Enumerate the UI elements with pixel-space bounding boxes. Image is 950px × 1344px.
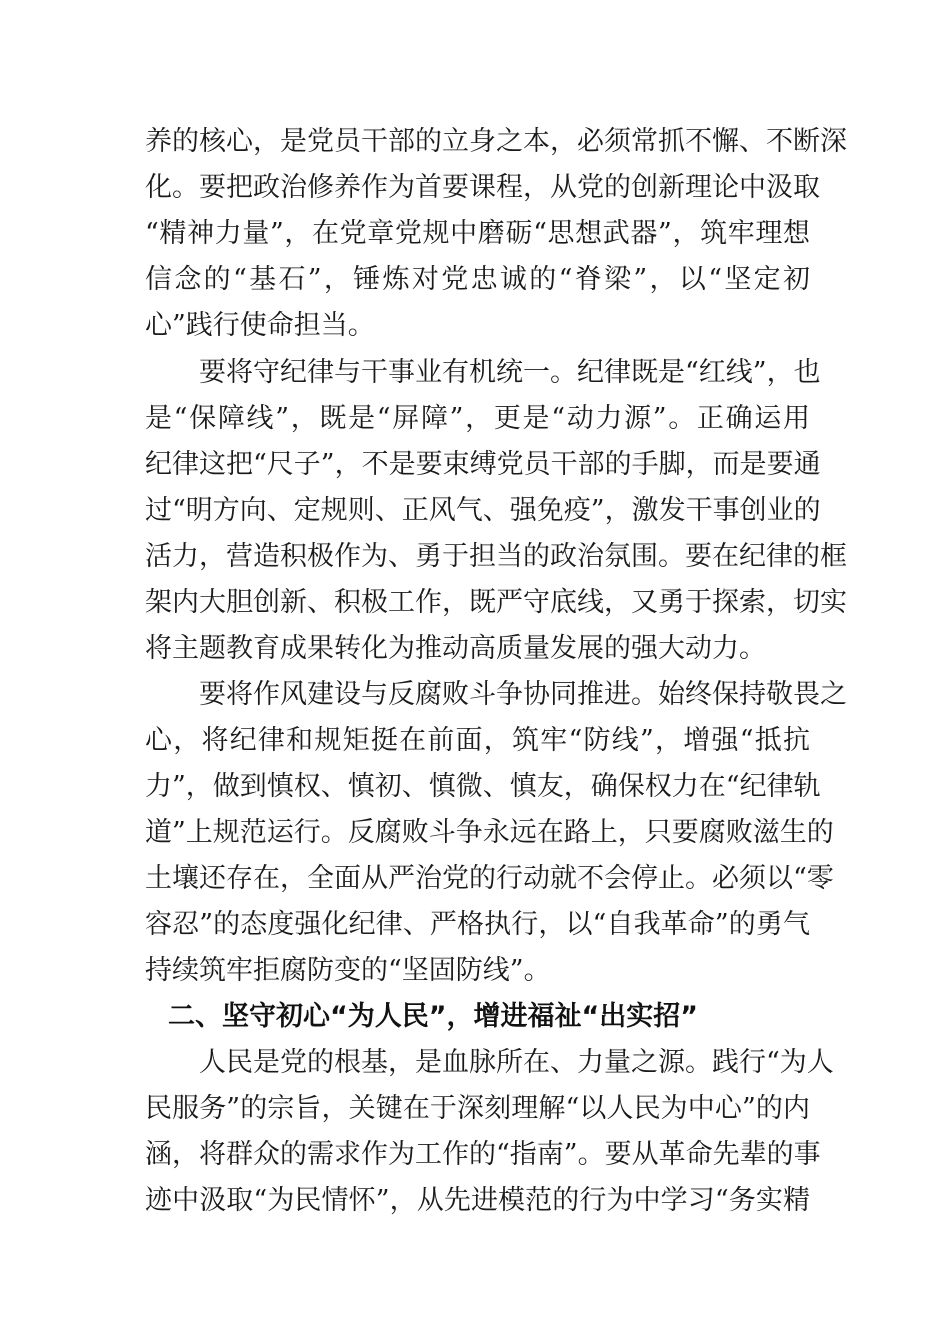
text-line: 容忍”的态度强化纪律、严格执行，以“自我革命”的勇气 bbox=[145, 909, 810, 940]
text-line: 过“明方向、定规则、正风气、强免疫”，激发干事创业的 bbox=[145, 495, 821, 526]
text-line: 活力，营造积极作为、勇于担当的政治氛围。要在纪律的框 bbox=[145, 541, 847, 572]
text-line: 将主题教育成果转化为推动高质量发展的强大动力。 bbox=[145, 633, 766, 664]
text-line: 迹中汲取“为民情怀”，从先进模范的行为中学习“务实精 bbox=[145, 1185, 810, 1216]
text-line: 是“保障线”，既是“屏障”，更是“动力源”。正确运用 bbox=[145, 403, 810, 434]
text-line: 要将作风建设与反腐败斗争协同推进。始终保持敬畏之 bbox=[199, 679, 847, 710]
text-line: 道”上规范运行。反腐败斗争永远在路上，只要腐败滋生的 bbox=[145, 817, 834, 848]
section-heading: 二、坚守初心“为人民”，增进福祉“出实招” bbox=[168, 1001, 698, 1032]
text-line: 民服务”的宗旨，关键在于深刻理解“以人民为中心”的内 bbox=[145, 1093, 810, 1124]
text-line: 养的核心，是党员干部的立身之本，必须常抓不懈、不断深 bbox=[145, 126, 847, 157]
text-line: 心，将纪律和规矩挺在前面，筑牢“防线”，增强“抵抗 bbox=[145, 725, 810, 756]
text-line: 涵，将群众的需求作为工作的“指南”。要从革命先辈的事 bbox=[145, 1139, 821, 1170]
text-line: 要将守纪律与干事业有机统一。纪律既是“红线”，也 bbox=[199, 357, 821, 388]
text-line: 土壤还存在，全面从严治党的行动就不会停止。必须以“零 bbox=[145, 863, 834, 894]
text-line: 力”，做到慎权、慎初、慎微、慎友，确保权力在“纪律轨 bbox=[145, 771, 821, 802]
text-line: 化。要把政治修养作为首要课程，从党的创新理论中汲取 bbox=[145, 172, 820, 203]
text-line: 心”践行使命担当。 bbox=[145, 310, 375, 341]
text-line: 人民是党的根基，是血脉所在、力量之源。践行“为人 bbox=[199, 1047, 834, 1078]
text-line: 持续筑牢拒腐防变的“坚固防线”。 bbox=[145, 955, 551, 986]
text-line: 信念的“基石”，锤炼对党忠诚的“脊梁”，以“坚定初 bbox=[145, 264, 810, 295]
text-line: “精神力量”，在党章党规中磨砺“思想武器”，筑牢理想 bbox=[145, 218, 810, 249]
text-line: 纪律这把“尺子”，不是要束缚党员干部的手脚，而是要通 bbox=[145, 449, 821, 480]
text-line: 架内大胆创新、积极工作，既严守底线，又勇于探索，切实 bbox=[145, 587, 847, 618]
